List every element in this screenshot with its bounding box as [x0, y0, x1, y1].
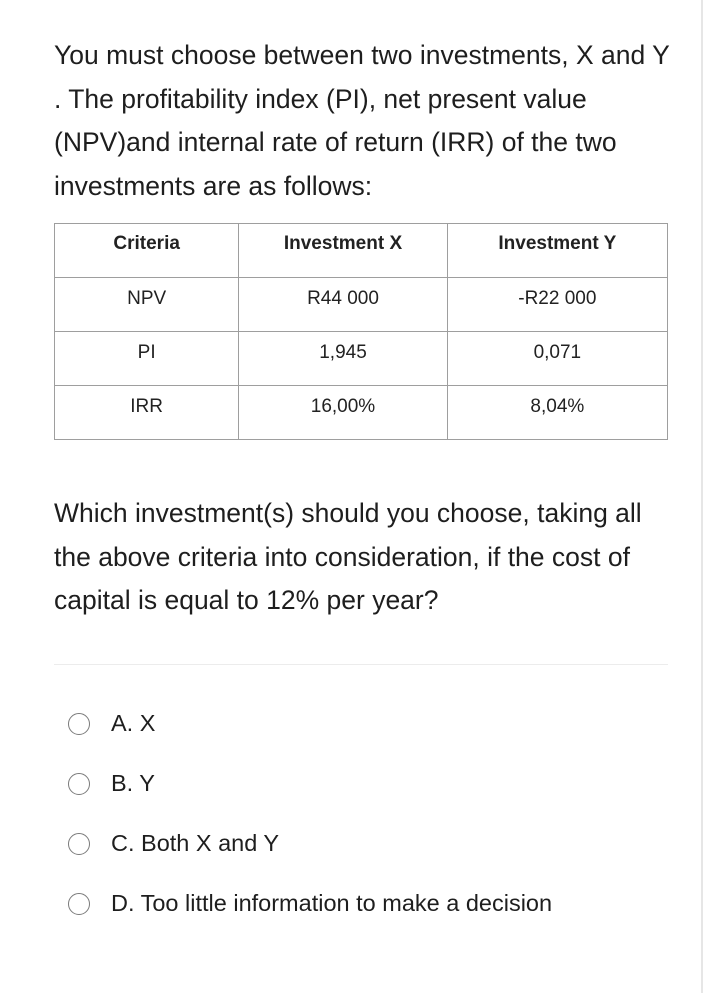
radio-button-icon[interactable]: [68, 833, 90, 855]
table-header-row: [55, 224, 668, 278]
column-header-investment-x: Investment X: [239, 224, 447, 278]
investment-criteria-table: [54, 223, 668, 440]
divider: [54, 664, 668, 665]
question-text: Which investment(s) should you choose, taking all the above criteria into consideration, if the cost of capital is equal to 12% per year?: [54, 498, 642, 615]
answer-option-b[interactable]: [68, 763, 688, 823]
answer-options: [68, 703, 688, 943]
table-row-irr: [55, 386, 668, 440]
answer-option-d[interactable]: [68, 883, 688, 943]
answer-option-label: C. Both X and Y: [111, 830, 280, 856]
answer-option-label: A. X: [111, 710, 156, 736]
table-cell-investment-y: -R22 000: [447, 278, 667, 332]
table-cell-investment-x: 1,945: [239, 332, 447, 386]
radio-button-icon[interactable]: [68, 893, 90, 915]
table-row-pi: [55, 332, 668, 386]
question-intro-text: You must choose between two investments, X and Y . The profitability index (PI), net present value (NPV)and internal rate of return (IRR) of the two investments are as follows:: [54, 40, 670, 201]
answer-option-label: B. Y: [111, 770, 155, 796]
column-header-criteria: Criteria: [55, 224, 239, 278]
table-cell-investment-y: 0,071: [447, 332, 667, 386]
answer-option-c[interactable]: [68, 823, 688, 883]
radio-button-icon[interactable]: [68, 713, 90, 735]
table-cell-investment-y: 8,04%: [447, 386, 667, 440]
table-cell-criteria: PI: [55, 332, 239, 386]
table-cell-investment-x: R44 000: [239, 278, 447, 332]
column-header-investment-y: Investment Y: [447, 224, 667, 278]
answer-option-a[interactable]: [68, 703, 688, 763]
answer-option-label: D. Too little information to make a decision: [111, 890, 553, 916]
table-row-npv: [55, 278, 668, 332]
table-cell-criteria: IRR: [55, 386, 239, 440]
radio-button-icon[interactable]: [68, 773, 90, 795]
table-cell-criteria: NPV: [55, 278, 239, 332]
table-cell-investment-x: 16,00%: [239, 386, 447, 440]
